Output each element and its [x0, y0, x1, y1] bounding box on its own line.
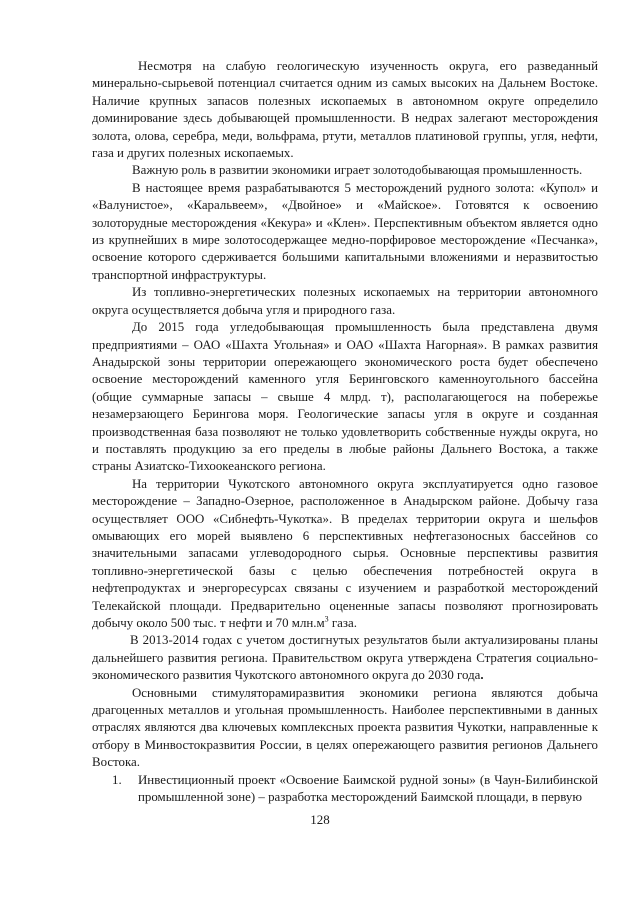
page-number: 128 — [310, 812, 330, 827]
strategy-period: . — [480, 668, 484, 683]
paragraph-gold-deposits: В настоящее время разрабатываются 5 месторождений рудного золота: «Купол» и «Валунистое», «Каральвеем», «Двойное» и «Майское». Готовятся к освоению золоторудные месторождения «Кекура» и «Клен». Перспективным объектом является одно из крупнейших в мире золотосодержащее медно-порфировое месторождение «Песчанка», освоение которого сдерживается большими капитальными вложениями и неразвитостью транспортной инфраструктуры. — [92, 180, 598, 282]
paragraph-strategy — [92, 632, 598, 684]
paragraph-gold-role: Важную роль в развитии экономики играет золотодобывающая промышленность. — [132, 163, 583, 178]
list-item-number: 1. — [112, 772, 122, 787]
list-item-text: Инвестиционный проект «Освоение Баимской рудной зоны» (в Чаун-Билибинской промышленной зоне) – разработка месторождений Баимской площади, в первую — [138, 772, 598, 805]
strategy-text: В 2013-2014 годах с учетом достигнутых результатов были актуализированы планы дальнейшего развития региона. Правительством округа утверждена Стратегия социально-экономического развития Чукотского автономного округа до 2030 года — [92, 633, 598, 683]
gas-field-text: На территории Чукотского автономного округа эксплуатируется одно газовое месторождение – Западно-Озерное, расположенное в Анадырском районе. Добычу газа осуществляет ООО «Сибнефть-Чукотка». В пределах территории округа и шельфов омывающих его морей выявлено 6 перспективных нефтегазоносных бассейнов со значительными запасами углеводородного сырья. Основные перспективы развития топливно-энергетической базы с целью обеспечения потребностей округа в нефтепродуктах и энергоресурсах связаны с изучением и разработкой месторождений Телекайской площади. Предварительно оцененные запасы позволяют прогнозировать добычу около 500 тыс. т нефти и 70 млн.м — [92, 476, 598, 630]
project-list — [92, 772, 598, 807]
document-body — [92, 58, 598, 806]
cubic-superscript: 3 — [324, 614, 329, 624]
gas-field-suffix: газа. — [328, 616, 357, 630]
list-item — [92, 772, 598, 807]
paragraph-mineral-potential: Несмотря на слабую геологическую изученность округа, его разведанный минерально-сырьевой потенциал считается одним из самых высоких на Дальнем Востоке. Наличие крупных запасов полезных ископаемых в автономном округе определило доминирование здесь добывающей промышленности. В недрах залегают месторождения золота, олова, серебра, меди, вольфрама, ртути, металлов платиновой группы, угля, нефти, газа и других полезных ископаемых. — [92, 59, 598, 161]
paragraph-key-projects: Основными стимуляторамиразвития экономики региона являются добыча драгоценных металлов и угольная промышленность. Наиболее перспективными в данных отраслях являются два ключевых комплексных проекта развития Чукотки, направленные к отбору в Минвостокразвития России, в целях опережающего развития регионов Дальнего Востока. — [92, 685, 598, 770]
paragraph-gas-field — [92, 476, 598, 633]
paragraph-coal-industry: До 2015 года угледобывающая промышленность была представлена двумя предприятиями – ОАО «Шахта Угольная» и ОАО «Шахта Нагорная». В рамках развития Анадырской зоны территории опережающего экономического роста будет обеспечено освоение месторождений каменного угля Беринговского каменноугольного бассейна (общие суммарные запасы – свыше 4 млрд. т), располагающегося на побережье незамерзающего Берингова моря. Геологические запасы угля в округе и созданная производственная база позволяют не только удовлетворить собственные нужды округа, но и поставлять продукцию за его пределы в любые районы Дальнего Востока, а также страны Азиатско-Тихоокеанского региона. — [92, 320, 598, 474]
paragraph-fuel-resources: Из топливно-энергетических полезных ископаемых на территории автономного округа осуществляется добыча угля и природного газа. — [92, 285, 598, 317]
